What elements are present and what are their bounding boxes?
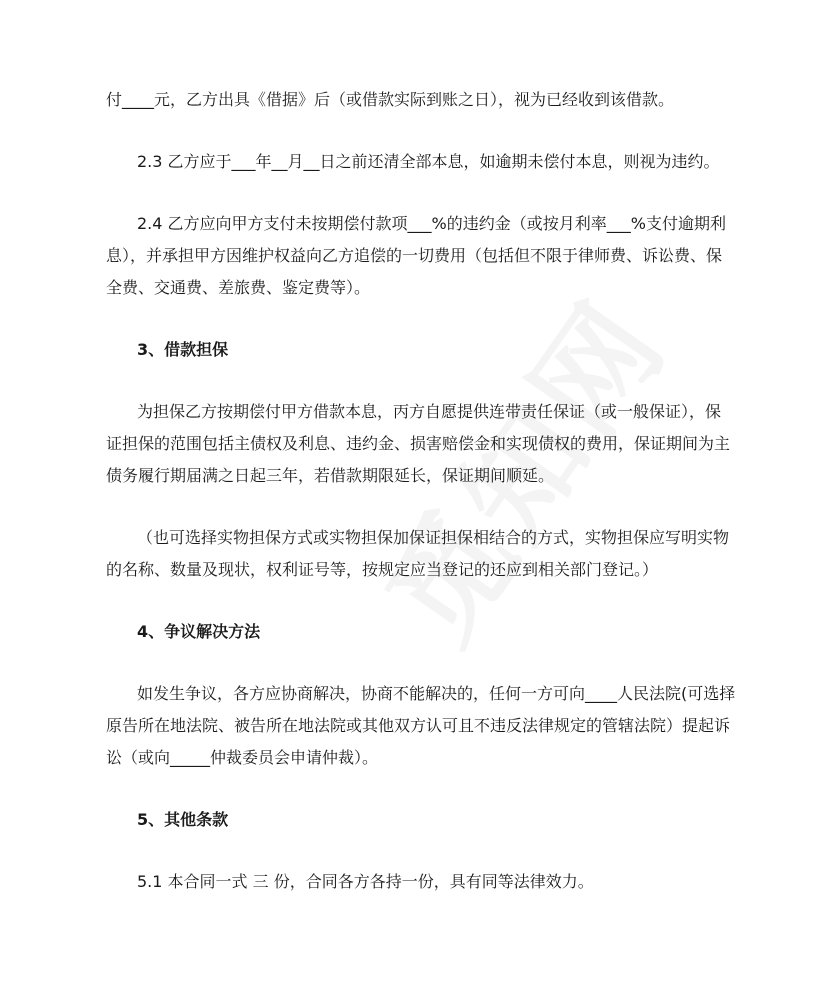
paragraph-line: （也可选择实物担保方式或实物担保加保证担保相结合的方式，实物担保应写明实物 [137,528,730,547]
paragraph-line: 债务履行期届满之日起三年，若借款期限延长，保证期间顺延。 [106,466,555,485]
clause-5-1: 5.1 本合同一式 三 份，合同各方各持一份，具有同等法律效力。 [137,872,594,891]
section-heading-other: 5、其他条款 [137,810,229,829]
paragraph-line: 付____元，乙方出具《借据》后（或借款实际到账之日），视为已经收到该借款。 [106,90,675,109]
section-heading-dispute: 4、争议解决方法 [137,622,261,641]
clause-2-4-line-2: 息），并承担甲方因维护权益向乙方追偿的一切费用（包括但不限于律师费、诉讼费、保 [106,246,723,265]
paragraph-line: 讼（或向_____仲裁委员会申请仲裁）。 [106,748,379,767]
clause-2-4-line-3: 全费、交通费、差旅费、鉴定费等）。 [106,278,371,297]
clause-2-3: 2.3 乙方应于___年__月__日之前还清全部本息，如逾期未偿付本息，则视为违约。 [137,152,720,171]
section-heading-guarantee: 3、借款担保 [137,340,229,359]
paragraph-line: 为担保乙方按期偿付甲方借款本息，丙方自愿提供连带责任保证（或一般保证），保 [137,402,722,421]
clause-2-4-line-1: 2.4 乙方应向甲方支付未按期偿付款项___%的违约金（或按月利率___%支付逾期利 [137,214,726,233]
paragraph-line: 原告所在地法院、被告所在地法院或其他双方认可且不违反法律规定的管辖法院）提起诉 [106,716,731,735]
paragraph-line: 的名称、数量及现状，权利证号等，按规定应当登记的还应到相关部门登记。） [106,560,659,579]
paragraph-line: 如发生争议，各方应协商解决，协商不能解决的，任何一方可向____人民法院(可选择 [137,684,736,703]
paragraph-line: 证担保的范围包括主债权及利息、违约金、损害赔偿金和实现债权的费用，保证期间为主 [106,434,731,453]
